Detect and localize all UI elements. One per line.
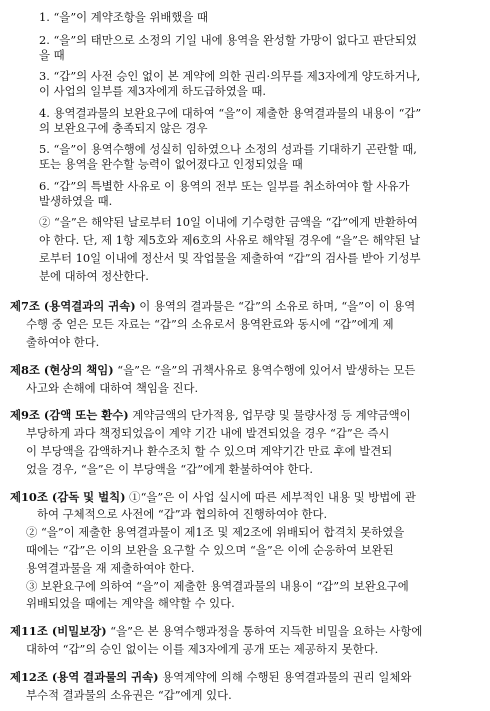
article-7 [10,299,415,313]
clause-line: 부수적 결과물의 소유권은 “갑”에게 있다. [26,688,232,702]
article-heading: 제7조 (용역결과의 귀속) [10,299,136,313]
article-text: “을”은 “을”의 귀책사유로 용역수행에 있어서 발생하는 모든 [113,363,416,377]
clause-line: 이 부당액을 감액하거나 환수조치 할 수 있으며 계약기간 만료 후에 발견되 [26,444,393,458]
article-10 [10,490,416,504]
article-9 [10,408,411,422]
clause-line: 출하여야 한다. [26,335,100,349]
article-text: “을”은 본 용역수행과정을 통하여 지득한 비밀을 요하는 사항에 [106,624,423,638]
clause-line: 5. “을”이 용역수행에 성실히 임하였으나 소정의 성과를 기대하기 곤란할 때, [39,142,417,156]
clause-line: 수행 중 얻은 모든 자료는 “갑”의 소유로서 용역완료와 동시에 “갑”에게 제 [26,317,394,331]
clause-line: 2. “을”의 태만으로 소정의 기일 내에 용역을 완성할 가망이 없다고 판단되었 [39,33,417,47]
article-text: 이 용역의 결과물은 “갑”의 소유로 하며, “을”이 이 용역 [135,299,416,313]
clause-line: 분에 대하여 정산한다. [39,269,149,283]
clause-line: ③ 보완요구에 의하여 “을”이 제출한 용역결과물의 내용이 “갑”의 보완요구에 [26,579,409,593]
clause-line: 4. 용역결과물의 보완요구에 대하여 “을”이 제출한 용역결과물의 내용이 “갑” [39,106,422,120]
clause-line: 로부터 10일 이내에 정산서 및 작업물을 제출하여 “갑”의 검사를 받아 기성부 [39,251,421,265]
article-heading: 제10조 (감독 및 벌칙) [10,490,126,504]
clause-line: 야 한다. 단, 제 1항 제5호와 제6호의 사유로 해약될 경우에 “을”은 해약된 날 [39,233,421,247]
article-heading: 제12조 (용역 결과물의 귀속) [10,670,159,684]
article-text: 용역계약에 의해 수행된 용역결과물의 권리 일체와 [158,670,412,684]
clause-line: 때에는 “갑”은 이의 보완을 요구할 수 있으며 “을”은 이에 순응하여 보완된 [26,543,394,557]
clause-line: 이 사업의 일부를 제3자에게 하도급하였을 때. [39,84,267,98]
clause-line: 었을 경우, “을”은 이 부당액을 “갑”에게 환불하여야 한다. [26,462,313,476]
clause-line: 부당하게 과다 책정되었음이 계약 기간 내에 발견되었을 경우 “갑”은 즉시 [26,426,390,440]
clause-line: ② “을”은 해약된 날로부터 10일 이내에 기수령한 금액을 “갑”에게 반환하여 [39,215,418,229]
clause-line: 3. “갑”의 사전 승인 없이 본 계약에 의한 권리·의무를 제3자에게 양도하거나, [39,69,421,83]
clause-line: 하여 구체적으로 사전에 “갑”과 협의하여 진행하여야 한다. [37,507,328,521]
article-heading: 제8조 (현상의 책임) [10,363,114,377]
clause-line: 용역결과물을 재 제출하여야 한다. [26,561,195,575]
article-11 [10,624,422,638]
article-heading: 제11조 (비밀보장) [10,624,107,638]
article-12 [10,670,411,684]
clause-line: 6. “갑”의 특별한 사유로 이 용역의 전부 또는 일부를 취소하여야 할 사유가 [39,179,410,193]
clause-line: 1. “을”이 계약조항을 위배했을 때 [39,10,209,24]
clause-line: 또는 용역을 완수할 능력이 없어졌다고 인정되었을 때 [39,157,303,171]
article-text: ①“을”은 이 사업 실시에 따른 세부적인 내용 및 방법에 관 [125,490,416,504]
article-text: 계약금액의 단가적용, 업무량 및 물량사정 등 계약금액이 [128,408,411,422]
clause-line: 발생하였을 때. [39,194,113,208]
clause-line: ② “을”이 제출한 용역결과물이 제1조 및 제2조에 위배되어 합격치 못하였을 [26,525,405,539]
clause-line: 을 때 [39,48,65,62]
clause-line: 사고와 손해에 대하여 책임을 진다. [26,381,199,395]
article-heading: 제9조 (감액 또는 환수) [10,408,129,422]
clause-line: 의 보완요구에 충족되지 않은 경우 [39,121,208,135]
clause-line: 대하여 “갑”의 승인 없이는 이를 제3자에게 공개 또는 제공하지 못한다. [26,642,379,656]
clause-line: 위배되었을 때에는 계약을 해약할 수 있다. [26,596,235,610]
article-8 [10,363,415,377]
